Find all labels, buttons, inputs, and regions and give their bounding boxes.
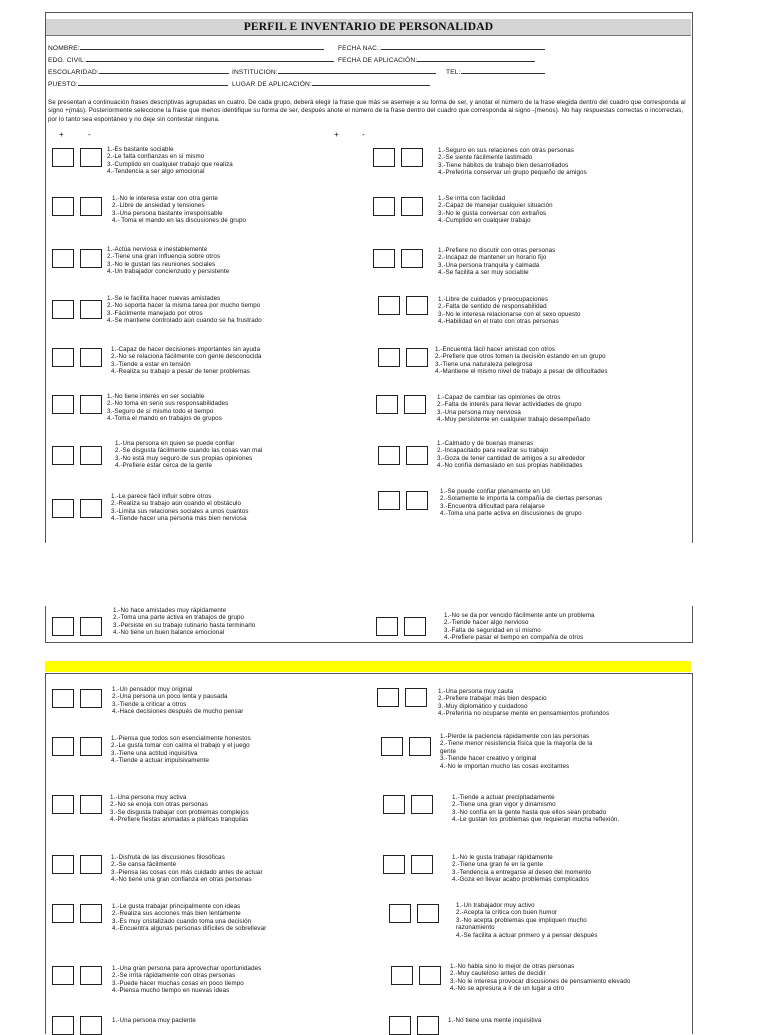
option-text: 4.-Tendencia a ser algo emocional	[107, 168, 205, 176]
field-edo-civil: EDO. CIVIL:	[48, 55, 334, 65]
option-text: 3.-Cumplido en cualquier trabajo que realiza	[107, 160, 233, 168]
answer-box-plus[interactable]	[383, 795, 405, 814]
question-group-options	[112, 903, 266, 933]
option-text: 4.-Toma el mando en trabajos de grupos	[107, 415, 222, 423]
option-text: 4.-Goza en llevar acabo problemas complicados	[452, 876, 589, 884]
option-text: 3.-Tendencia a entregarse al deseo del momento	[452, 868, 592, 876]
answer-box-minus[interactable]	[401, 197, 423, 216]
option-text: 2.-Capaz de manejar cualquier situación	[438, 202, 553, 210]
question-group-options	[111, 854, 263, 884]
option-text: 2.-Falta de interés para llevar actividades de grupo	[437, 401, 582, 409]
option-text: 2.-Se siente fácilmente lastimado	[438, 154, 533, 162]
answer-box-plus[interactable]	[52, 499, 74, 518]
question-group-options	[438, 247, 555, 277]
answer-box-plus[interactable]	[373, 197, 395, 216]
option-text: 3.-Tiene una naturaleza pelegrosa	[435, 360, 533, 368]
question-group-options	[438, 688, 609, 718]
option-text: 2.-Se cansa fácilmente	[111, 861, 177, 869]
option-text: 2.-Se disgusta fácilmente cuando las cosas van mal	[115, 447, 263, 455]
answer-box-minus[interactable]	[401, 148, 423, 167]
lugar-aplicacion-input-line[interactable]	[312, 79, 430, 86]
answer-box-minus[interactable]	[404, 395, 426, 414]
fecha-nac-input-line[interactable]	[381, 43, 545, 50]
option-text: 4.-Prefiere pasar el tiempo en compañía de otros	[444, 634, 584, 642]
option-text: 3.-Tiende a criticar a otros	[112, 700, 187, 708]
option-text: 4.-No tiene una gran confianza en otras personas	[111, 876, 252, 884]
minus-column-label-right: -	[362, 130, 365, 139]
field-puesto: PUESTO:	[48, 79, 228, 89]
option-text: 4.-Un trabajador concienzudo y persistente	[107, 268, 230, 276]
option-text: 2.-Toma una parte activa en trabajos de grupo	[113, 614, 245, 622]
question-group-options	[438, 147, 587, 177]
option-text: 2.-No toma en serio sus responsabilidades	[107, 400, 229, 408]
question-group-options	[440, 488, 602, 518]
option-text: 2.-Realiza su trabajo aún cuando el obstáculo	[111, 500, 242, 508]
question-group-options	[115, 440, 262, 470]
answer-box-plus[interactable]	[383, 855, 405, 874]
answer-box-minus[interactable]	[411, 855, 433, 874]
option-text: 3.-Fácilmente manejado por otros	[107, 309, 203, 317]
option-text: 3.-Goza de tener cantidad de amigos a su alrededor	[437, 454, 586, 462]
option-text: 1.-No hace amistades muy rápidamente	[113, 607, 227, 614]
answer-box-plus[interactable]	[52, 617, 74, 636]
option-text: 4.-Prefiere estar cerca de la gente	[115, 462, 213, 470]
answer-box-plus[interactable]	[52, 1016, 74, 1035]
option-text: 1.-Se le facilita hacer nuevas amistades	[107, 295, 221, 302]
answer-box-minus[interactable]	[80, 737, 102, 756]
field-nombre: NOMBRE:	[48, 43, 324, 53]
answer-box-minus[interactable]	[401, 249, 423, 268]
answer-box-minus[interactable]	[411, 795, 433, 814]
option-text: 1.-Una persona muy paciente	[112, 1017, 196, 1024]
option-text: 4.-Tiende a actuar impulsivamente	[111, 757, 209, 765]
answer-box-minus[interactable]	[80, 249, 102, 268]
question-group-options	[450, 963, 630, 993]
option-text: 1.-Capaz de cambiar las opiniones de otros	[437, 394, 561, 401]
answer-box-minus[interactable]	[80, 446, 102, 465]
option-text: 4.-Tiende hacer una persona más bien nerviosa	[111, 515, 247, 523]
option-text: 2.-Tiene una gran fe en la gente	[452, 861, 544, 869]
option-text: 4.- Toma el mando en las discusiones de grupo	[112, 217, 247, 225]
answer-box-minus[interactable]	[406, 348, 428, 367]
answer-box-minus[interactable]	[80, 197, 102, 216]
answer-box-minus[interactable]	[406, 491, 428, 510]
answer-box-plus[interactable]	[52, 348, 74, 367]
option-text: 1.-Prefiere no discutir con otras personas	[438, 247, 556, 254]
option-text: 2.-Tiende hacer algo nervioso	[444, 619, 529, 627]
answer-box-plus[interactable]	[389, 904, 411, 923]
answer-box-minus[interactable]	[80, 1016, 102, 1035]
answer-box-plus[interactable]	[378, 491, 400, 510]
option-text: 4.-Habilidad en el trato con otras personas	[438, 318, 559, 326]
option-text: 3.-Piensa las cosas con más cuidado antes de actuar	[111, 868, 263, 876]
option-text: 4.-Muy persistente en cualquier trabajo desempeñado	[437, 416, 591, 424]
option-text: 1.-Tiende a actuar precipitadamente	[452, 794, 555, 801]
option-text: 4.-Encuentra algunas personas difíciles de sobrellevar	[112, 925, 267, 933]
question-group-options	[452, 794, 619, 824]
option-text: 2.-Le falta confianzas en sí mismo	[107, 153, 205, 161]
option-text: 2.-Solamente le importa la compañía de ciertas personas	[440, 495, 603, 503]
answer-box-plus[interactable]	[376, 395, 398, 414]
option-text: 1.-Se puede confiar plenamente en Ud	[440, 488, 550, 495]
option-text: 3.-No acepta problemas que impliquen mucho	[456, 916, 587, 924]
option-text: 1.-Seguro en sus relaciones con otras personas	[438, 147, 574, 154]
answer-box-plus[interactable]	[52, 795, 74, 814]
option-text: 1.-No le gusta trabajar rápidamente	[452, 854, 553, 861]
question-group-options	[111, 346, 262, 376]
answer-box-minus[interactable]	[80, 855, 102, 874]
option-text: 2.-Realiza sus acciones más bien lentamente	[112, 910, 241, 918]
answer-box-plus[interactable]	[52, 197, 74, 216]
question-group-options	[437, 440, 585, 470]
option-text: 2.-Falta de sentido de responsabilidad	[438, 303, 547, 311]
question-group-options	[448, 1017, 541, 1024]
plus-column-label: +	[59, 130, 64, 139]
field-lugar-aplicacion: LUGAR DE APLICACIÓN:	[232, 79, 430, 89]
question-group-options	[111, 735, 251, 765]
option-text: 3.-Puede hacer muchas cosas en poco tiempo	[112, 979, 244, 987]
answer-box-minus[interactable]	[80, 300, 102, 319]
question-group-options	[440, 733, 592, 770]
question-group-options	[107, 146, 233, 176]
option-text: 1.-Actúa nerviosa e inestablemente	[107, 246, 208, 253]
option-text: 1.-No se da por vencido fácilmente ante un problema	[444, 612, 595, 619]
option-text: 3.-Muy diplomático y cuidadoso	[438, 702, 528, 710]
question-group-options	[113, 607, 255, 637]
answer-box-plus[interactable]	[389, 1016, 411, 1035]
option-text: 2.-Tiene una gran influencia sobre otros	[107, 253, 221, 261]
answer-box-plus[interactable]	[52, 446, 74, 465]
question-group-options	[107, 393, 228, 423]
answer-box-minus[interactable]	[406, 296, 428, 315]
question-group-options	[111, 493, 249, 523]
option-text: 1.-Un trabajador muy activo	[456, 902, 535, 909]
option-text: 3.-Seguro de sí mismo todo el tiempo	[107, 407, 214, 415]
option-text: 2.-Libre de ansiedad y tensiones	[112, 202, 205, 210]
option-text: 1.-No le interesa estar con otra gente	[112, 195, 218, 202]
page-separator-highlight	[45, 661, 691, 672]
answer-box-plus[interactable]	[376, 617, 398, 636]
tel-input-line[interactable]	[461, 67, 545, 74]
answer-box-plus[interactable]	[378, 296, 400, 315]
option-text: 3.-Tiene hábitos de trabajo bien desarrollados	[438, 161, 569, 169]
option-text: 2.-No se enoja con otras personas	[110, 801, 208, 809]
option-text: 1.-Capaz de hacer decisiones importantes sin ayuda	[111, 346, 261, 353]
plus-column-label-right: +	[334, 130, 339, 139]
option-text: 3.-Es muy cristalizado cuando toma una decisión	[112, 917, 252, 925]
option-text: 3.-Encuentra dificultad para relajarse	[440, 502, 545, 510]
option-text: 1.-Una persona muy activa	[110, 794, 187, 801]
option-text: 1.-Pierde la paciencia rápidamente con las personas	[440, 733, 590, 740]
option-text: 3.-No le interesa provocar discusiones de pensamiento elevado	[450, 977, 631, 985]
option-text: 1.-No tiene una mente inquisitiva	[448, 1017, 542, 1024]
answer-box-plus[interactable]	[377, 688, 399, 707]
question-group-options	[438, 296, 581, 326]
option-text: 1.-No tiene interés en ser sociable	[107, 393, 205, 400]
answer-box-plus[interactable]	[381, 737, 403, 756]
answer-box-minus[interactable]	[405, 688, 427, 707]
answer-box-minus[interactable]	[80, 617, 102, 636]
answer-box-plus[interactable]	[391, 966, 413, 985]
institucion-input-line[interactable]	[278, 67, 436, 74]
option-text: 3.-Se disgusta trabajar con problemas complejos	[110, 808, 249, 816]
option-text: 4.-Preferiría no ocuparse mente en pensamientos profundos	[438, 710, 610, 718]
option-text: 3.-Limita sus relaciones sociales a unos cuantos	[111, 507, 249, 515]
option-text: 2.-Tiene menor resistencia física que la mayoría de la	[440, 740, 593, 748]
question-group-options	[444, 612, 595, 642]
answer-box-plus[interactable]	[52, 148, 74, 167]
option-text: 1.-No habla sino lo mejor de otras personas	[450, 963, 575, 970]
option-text: 1.-Disfruta de las discusiones filosóficas	[111, 854, 225, 861]
option-text: 3.-No le gustan las reuniones sociales	[107, 260, 216, 268]
answer-box-minus[interactable]	[80, 966, 102, 985]
option-text: 4.-Piensa mucho tiempo en nuevas ideas	[112, 987, 230, 995]
option-text: 2.-Una persona un poco lenta y pausada	[112, 693, 228, 701]
answer-box-minus[interactable]	[409, 737, 431, 756]
option-text: 1.-Libre de cuidados y preocupaciones	[438, 296, 548, 303]
option-text: 4.-Cumplido en cualquier trabajo	[438, 217, 531, 225]
option-text: 1.-Calmado y de buenas maneras	[437, 440, 534, 447]
option-text: 3.-Tiende a estar en tensión	[111, 360, 191, 368]
option-text: 3.-Tiende hacer creativo y original	[440, 755, 537, 763]
option-text: 2.-No soporta hacer la misma tarea por mucho tiempo	[107, 302, 261, 310]
answer-box-plus[interactable]	[52, 689, 74, 708]
edo-civil-input-line[interactable]	[86, 55, 334, 62]
question-group-options	[107, 246, 229, 276]
answer-box-plus[interactable]	[52, 904, 74, 923]
option-text: 1.-Le parece fácil influir sobre otros	[111, 493, 212, 500]
puesto-input-line[interactable]	[78, 79, 228, 86]
answer-box-minus[interactable]	[80, 499, 102, 518]
option-text: 4.-Le gustan los problemas que requieran mucha reflexión.	[452, 816, 620, 824]
option-text: 3.-No está muy seguro de sus propias opiniones	[115, 454, 253, 462]
form-title: PERFIL E INVENTARIO DE PERSONALIDAD	[46, 19, 691, 36]
answer-box-minus[interactable]	[80, 148, 102, 167]
field-institucion: INSTITUCION:	[232, 67, 436, 77]
answer-box-minus[interactable]	[80, 795, 102, 814]
field-escolaridad: ESCOLARIDAD:	[48, 67, 229, 77]
minus-column-label: -	[88, 130, 91, 139]
option-text: 4.-Se mantiene controlado aún cuando se ha frustrado	[107, 317, 262, 325]
field-fecha-nac: FECHA NAC.:	[338, 43, 545, 53]
option-text: 3.-Persiste en su trabajo rutinario hasta terminarlo	[113, 621, 256, 629]
option-text: 4.-Se facilita a ser muy sociable	[438, 269, 529, 277]
answer-box-minus[interactable]	[80, 689, 102, 708]
option-text: 3.-No le gusta conversar con extraños	[438, 209, 547, 217]
question-group-options	[438, 195, 553, 225]
question-group-options	[112, 1017, 196, 1024]
option-text: 4.-Se facilita a actuar primero y a pensar después	[456, 931, 598, 939]
question-group-options	[112, 965, 261, 995]
question-group-options	[107, 295, 262, 325]
answer-box-minus[interactable]	[80, 395, 102, 414]
answer-box-minus[interactable]	[404, 617, 426, 636]
option-text: 2.-Prefiere que otros tomen la decisión estando en un grupo	[435, 353, 606, 361]
option-text: 1.-Es bastante sociable	[107, 146, 174, 153]
field-tel: TEL:	[446, 67, 545, 77]
answer-box-minus[interactable]	[80, 904, 102, 923]
option-text: 1.-Se irrita con facilidad	[438, 195, 506, 202]
option-text: 4.-No le importan mucho las cosas excitantes	[440, 762, 570, 770]
option-text: 2.-Incapacitado para realizar su trabajo	[437, 447, 549, 455]
option-text: 1.-Un pensador muy original	[112, 686, 193, 693]
option-text: 3.-Una persona muy nerviosa	[437, 408, 521, 416]
answer-box-plus[interactable]	[52, 855, 74, 874]
option-text: 2.-Prefiere trabajar más bien despacio	[438, 695, 547, 703]
option-text: gente	[440, 747, 456, 755]
option-text: 1.-Le gusta trabajar principalmente con ideas	[112, 903, 241, 910]
option-text: 1.-Una persona muy cauta	[438, 688, 514, 695]
option-text: 4.-No tiene un buen balance emocional	[113, 629, 225, 637]
question-group-options	[112, 686, 243, 716]
option-text: razonamiento	[456, 924, 495, 932]
answer-box-plus[interactable]	[378, 446, 400, 465]
option-text: 2.-No se relaciona fácilmente con gente desconocida	[111, 353, 262, 361]
answer-box-plus[interactable]	[373, 148, 395, 167]
answer-box-plus[interactable]	[378, 348, 400, 367]
answer-box-plus[interactable]	[52, 737, 74, 756]
option-text: 4.-No se apresura a ir de un lugar a otro	[450, 985, 565, 993]
option-text: 4.-No confía demasiado en sus propias habilidades	[437, 462, 583, 470]
option-text: 3.-Falta de seguridad en sí mismo	[444, 626, 541, 634]
question-group-options	[112, 195, 246, 225]
escolaridad-input-line[interactable]	[99, 67, 229, 74]
option-text: 1.-Una gran persona para aprovechar oportunidades	[112, 965, 262, 972]
field-fecha-aplicacion: FECHA DE APLICACIÓN:	[338, 55, 535, 65]
option-text: 2.-Muy cauteloso antes de decidir	[450, 970, 546, 978]
option-text: 2.-Le gusta tomar con calma el trabajo y el juego	[111, 742, 250, 750]
option-text: 3.-No le interesa relacionarse con el sexo opuesto	[438, 310, 581, 318]
fecha-aplicacion-input-line[interactable]	[417, 55, 535, 62]
answer-box-plus[interactable]	[52, 966, 74, 985]
option-text: 1.-Piensa que todos son esencialmente honestos	[111, 735, 251, 742]
option-text: 4.-Prefiere fiestas animadas a pláticas tranquilas	[110, 816, 249, 824]
answer-box-minus[interactable]	[417, 904, 439, 923]
answer-box-plus[interactable]	[52, 395, 74, 414]
option-text: 3.-Una persona tranquila y calmada	[438, 261, 540, 269]
answer-box-minus[interactable]	[80, 348, 102, 367]
option-text: 2.-Acepta la crítica con buen humor	[456, 909, 558, 917]
answer-box-plus[interactable]	[52, 249, 74, 268]
question-group-options	[437, 394, 590, 424]
option-text: 2.-Tiene una gran vigor y dinamismo	[452, 801, 556, 809]
option-text: 2.-Incapaz de mantener un horario fijo	[438, 254, 547, 262]
answer-box-minus[interactable]	[419, 966, 441, 985]
option-text: 4.-Preferiría conservar un grupo pequeño de amigos	[438, 169, 587, 177]
answer-box-plus[interactable]	[52, 300, 74, 319]
question-group-options	[452, 854, 591, 884]
option-text: 4.-Realiza su trabajo a pesar de tener problemas	[111, 368, 250, 376]
option-text: 1.-Una persona en quien se puede confiar	[115, 440, 235, 447]
option-text: 3.-No confía en la gente hasta que ellos sean probado	[452, 808, 607, 816]
option-text: 4.-Hace decisiones después de mucho pensar	[112, 708, 244, 716]
option-text: 4.-Toma una parte activa en discusiones de grupo	[440, 510, 582, 518]
question-group-options	[456, 902, 598, 939]
answer-box-plus[interactable]	[373, 249, 395, 268]
nombre-input-line[interactable]	[80, 43, 324, 50]
option-text: 1.-Encuentra fácil hacer amistad con otros	[435, 346, 556, 353]
option-text: 4.-Mantiene el mismo nivel de trabajo a pesar de dificultades	[435, 368, 608, 376]
answer-box-minus[interactable]	[417, 1016, 439, 1035]
question-group-options	[435, 346, 608, 376]
answer-box-minus[interactable]	[406, 446, 428, 465]
question-group-options	[110, 794, 249, 824]
option-text: 2.-Se irrita rápidamente con otras personas	[112, 972, 236, 980]
option-text: 3.-Tiene una actitud inquisitiva	[111, 749, 198, 757]
option-text: 3.-Una persona bastante irresponsable	[112, 209, 223, 217]
instructions-text: Se presentan a continuación frases descriptivas agrupadas en cuatro. De cada grupo, deberá elegir la frase que más se asemeje a su forma de ser, y anotar el número de la frase elegida dentro del cuadro que corresponda al signo +(más). Posteriormente seleccione la frase que menos identifique su forma de ser, después anote el número de la frase dentro del cuadro que corresponda al signo -(menos). No hay respuestas correctas o incorrectas, por lo tanto sea espontáneo y no deje sin contestar ninguna.	[48, 99, 686, 123]
